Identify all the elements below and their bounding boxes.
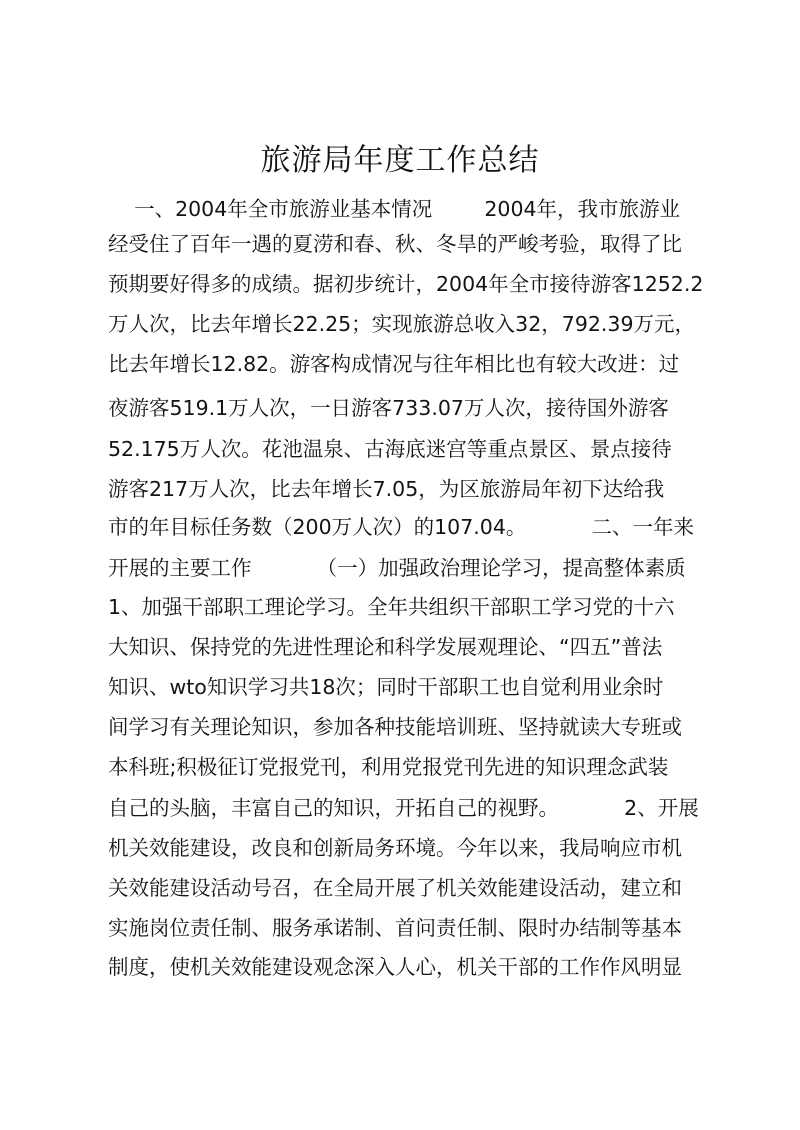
paragraph-line-12: 大知识、保持党的先进性理论和科学发展观理论、“四五”普法 <box>108 635 663 659</box>
paragraph-line-20: 制度，使机关效能建设观念深入人心，机关干部的工作作风明显 <box>108 955 682 979</box>
paragraph-line-3: 预期要好得多的成绩。据初步统计，2004年全市接待游客1252.2 <box>108 272 704 296</box>
paragraph-line-6: 夜游客519.1万人次，一日游客733.07万人次，接待国外游客 <box>108 396 669 420</box>
paragraph-line-15: 本科班;积极征订党报党刊，利用党报党刊先进的知识理念武装 <box>108 755 669 779</box>
paragraph-line-2: 经受住了百年一遇的夏涝和春、秋、冬旱的严峻考验，取得了比 <box>108 232 682 256</box>
paragraph-line-14: 间学习有关理论知识，参加各种技能培训班、坚持就读大专班或 <box>108 715 682 739</box>
paragraph-line-8: 游客217万人次，比去年增长7.05，为区旅游局年初下达给我 <box>108 477 665 501</box>
paragraph-line-19: 实施岗位责任制、服务承诺制、首问责任制、限时办结制等基本 <box>108 916 682 940</box>
paragraph-line-13: 知识、wto知识学习共18次；同时干部职工也自觉利用业余时 <box>108 675 664 699</box>
paragraph-line-18: 关效能建设活动号召，在全局开展了机关效能建设活动，建立和 <box>108 876 682 900</box>
paragraph-line-16: 自己的头脑，丰富自己的知识，开拓自己的视野。 2、开展 <box>108 796 699 820</box>
paragraph-line-10: 开展的主要工作 （一）加强政治理论学习，提高整体素质 <box>108 556 686 580</box>
paragraph-line-1: 一、2004年全市旅游业基本情况 2004年，我市旅游业 <box>108 197 681 221</box>
paragraph-line-7: 52.175万人次。花池温泉、古海底迷宫等重点景区、景点接待 <box>108 437 672 461</box>
paragraph-line-4: 万人次，比去年增长22.25；实现旅游总收入32，792.39万元， <box>108 312 696 336</box>
document-title: 旅游局年度工作总结 <box>260 143 540 178</box>
paragraph-line-11: 1、加强干部职工理论学习。全年共组织干部职工学习党的十六 <box>108 595 675 619</box>
paragraph-line-17: 机关效能建设，改良和创新局务环境。今年以来，我局响应市机 <box>108 836 682 860</box>
paragraph-line-5: 比去年增长12.82。游客构成情况与往年相比也有较大改进：过 <box>108 352 680 376</box>
paragraph-line-9: 市的年目标任务数（200万人次）的107.04。 二、一年来 <box>108 515 695 539</box>
